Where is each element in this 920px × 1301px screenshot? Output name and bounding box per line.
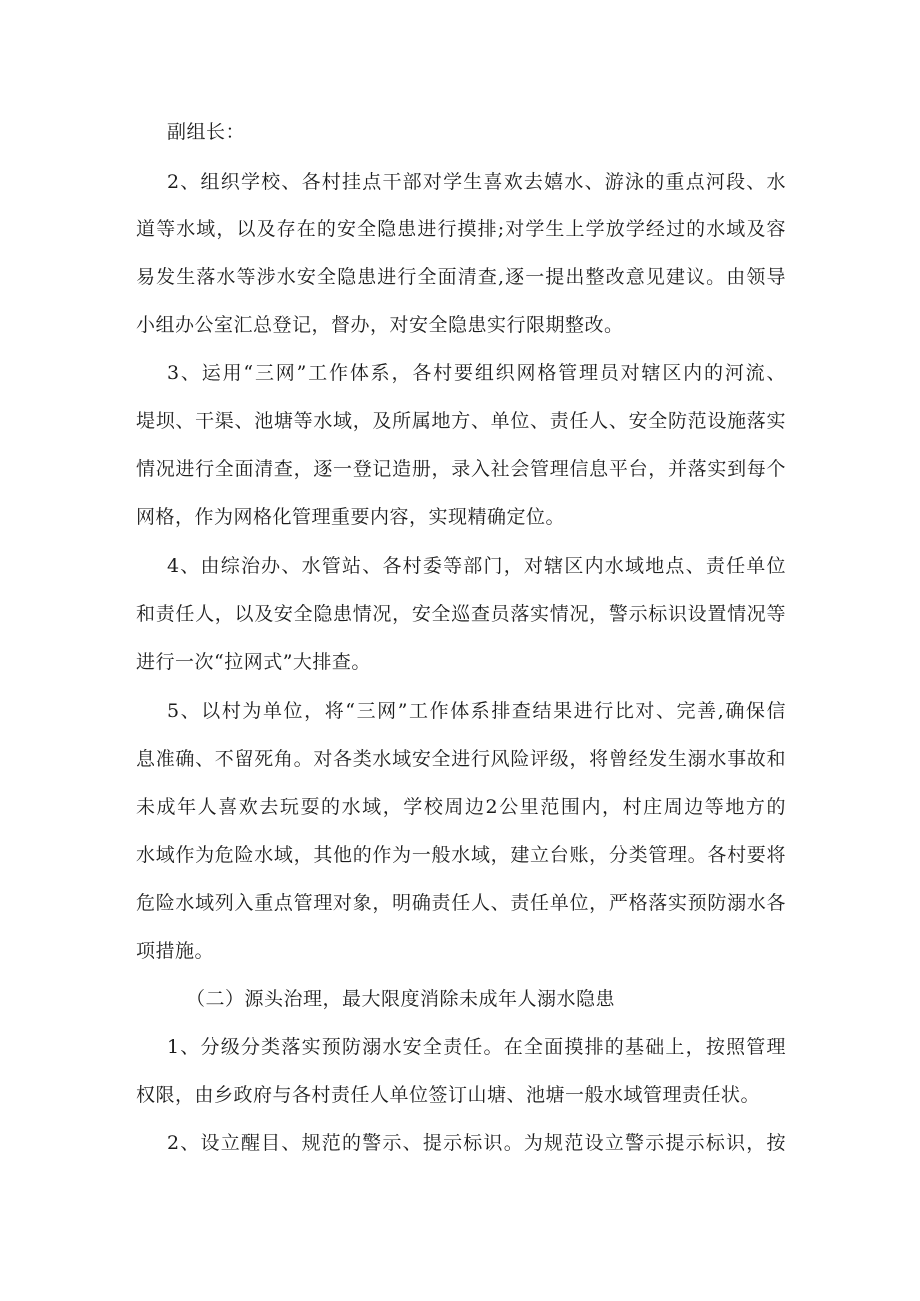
paragraph-5-line-5: 危险水域列入重点管理对象，明确责任人、责任单位，严格落实预防溺水各 [136,892,786,914]
paragraph-2-line-3: 易发生落水等涉水安全隐患进行全面清查,逐一提出整改意见建议。由领导 [136,266,786,288]
paragraph-5-line-3: 未成年人喜欢去玩耍的水域，学校周边2公里范围内，村庄周边等地方的 [136,796,786,818]
paragraph-2-line-4: 小组办公室汇总登记，督办，对安全隐患实行限期整改。 [136,314,624,336]
paragraph-5-line-1: 5、以村为单位，将“三网”工作体系排查结果进行比对、完善,确保信 [167,700,786,722]
paragraph-5-line-2: 息准确、不留死角。对各类水域安全进行风险评级，将曾经发生溺水事故和 [136,748,786,770]
section-2-item-1-line-1: 1、分级分类落实预防溺水安全责任。在全面摸排的基础上，按照管理 [167,1036,786,1058]
paragraph-2-line-1: 2、组织学校、各村挂点干部对学生喜欢去嬉水、游泳的重点河段、水 [167,171,786,193]
paragraph-3-line-1: 3、运用“三网”工作体系，各村要组织网格管理员对辖区内的河流、 [167,362,786,384]
section-heading-source-governance: （二）源头治理，最大限度消除未成年人溺水隐患 [186,988,616,1010]
paragraph-4-line-3: 进行一次“拉网式”大排查。 [136,651,371,673]
paragraph-2-line-2: 道等水域，以及存在的安全隐患进行摸排;对学生上学放学经过的水域及容 [136,218,786,240]
paragraph-3-line-2: 堤坝、干渠、池塘等水域，及所属地方、单位、责任人、安全防范设施落实 [136,410,786,432]
paragraph-4-line-1: 4、由综治办、水管站、各村委等部门，对辖区内水域地点、责任单位 [167,555,786,577]
text-line-vice-leader: 副组长： [167,121,246,143]
paragraph-3-line-3: 情况进行全面清查，逐一登记造册，录入社会管理信息平台，并落实到每个 [136,458,786,480]
section-2-item-2-line-1: 2、设立醒目、规范的警示、提示标识。为规范设立警示提示标识，按 [167,1132,786,1154]
paragraph-4-line-2: 和责任人，以及安全隐患情况，安全巡查员落实情况，警示标识设置情况等 [136,603,786,625]
section-2-item-1-line-2: 权限，由乡政府与各村责任人单位签订山塘、池塘一般水域管理责任状。 [136,1084,761,1106]
paragraph-5-line-6: 项措施。 [136,940,215,962]
paragraph-3-line-4: 网格，作为网格化管理重要内容，实现精确定位。 [136,506,566,528]
paragraph-5-line-4: 水域作为危险水域，其他的作为一般水域，建立台账，分类管理。各村要将 [136,844,786,866]
